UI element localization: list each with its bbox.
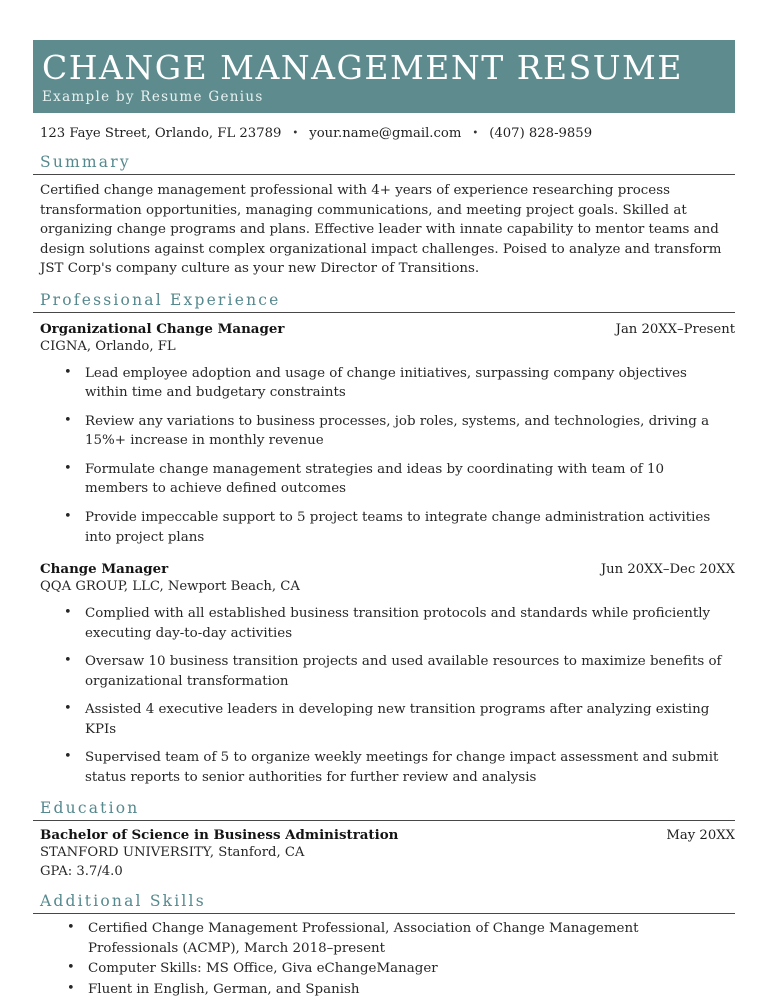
job-bullet-list [33, 604, 735, 788]
contact-email: your.name@gmail.com [309, 126, 462, 141]
page-subtitle: Example by Resume Genius [42, 88, 264, 105]
section-heading-education [33, 799, 735, 821]
skills-heading-label: Additional Skills [40, 892, 206, 911]
job-bullet-list [33, 364, 735, 548]
job-entry [33, 321, 735, 547]
summary-heading-label: Summary [40, 153, 131, 171]
dot-separator: • [292, 128, 299, 139]
education-header-row [40, 827, 735, 843]
section-heading-skills [33, 892, 735, 914]
list-item: • Provide impeccable support to 5 project teams to integrate change administration activities into project plans [33, 508, 735, 547]
list-item: • Fluent in English, German, and Spanish [33, 980, 735, 999]
skills-list [33, 919, 735, 999]
job-entry [33, 561, 735, 787]
list-item: • Review any variations to business processes, job roles, systems, and technologies, driving a 15%+ increase in monthly revenue [33, 412, 735, 451]
list-item: • Assisted 4 executive leaders in developing new transition programs after analyzing existing KPIs [33, 700, 735, 739]
list-item: • Computer Skills: MS Office, Giva eChangeManager [33, 959, 735, 979]
experience-heading-label: Professional Experience [40, 290, 281, 309]
section-heading-experience [33, 291, 735, 313]
education-gpa: GPA: 3.7/4.0 [40, 864, 123, 880]
education-dates: May 20XX [666, 828, 735, 844]
job-company: QQA GROUP, LLC, Newport Beach, CA [40, 579, 300, 595]
list-item: • Lead employee adoption and usage of change initiatives, surpassing company objectives within time and budgetary constraints [33, 364, 735, 403]
job-company: CIGNA, Orlando, FL [40, 338, 176, 354]
list-item: • Complied with all established business transition protocols and standards while proficiently executing day-to-day activities [33, 604, 735, 643]
job-dates: Jan 20XX–Present [615, 321, 735, 337]
contact-phone: (407) 828-9859 [489, 126, 593, 141]
job-header-row [40, 561, 735, 577]
job-dates: Jun 20XX–Dec 20XX [600, 562, 735, 578]
list-item: • Oversaw 10 business transition projects and used available resources to maximize benefits of organizational transformation [33, 652, 735, 691]
list-item: • Supervised team of 5 to organize weekly meetings for change impact assessment and submit status reports to senior authorities for further review and analysis [33, 748, 735, 787]
list-item: • Formulate change management strategies and ideas by coordinating with team of 10 members to achieve defined outcomes [33, 460, 735, 499]
section-heading-summary [33, 153, 735, 175]
list-item: • Certified Change Management Professional, Association of Change Management Professionals (ACMP), March 2018–present [33, 919, 735, 958]
page-title: CHANGE MANAGEMENT RESUME [42, 48, 683, 88]
job-title: Change Manager [40, 561, 169, 578]
summary-text: Certified change management professional with 4+ years of experience researching process transformation opportunities, managing communications, and meeting project goals. Skilled at organizing change programs and plans. Effective leader with innate capability to mentor teams and design solutions against complex organizational impact challenges. Poised to analyze and transform JST Corp's company culture as your new Director of Transitions. [40, 183, 722, 277]
dot-separator: • [472, 128, 479, 139]
job-title: Organizational Change Manager [40, 320, 285, 337]
contact-line [40, 126, 735, 141]
education-heading-label: Education [40, 799, 140, 818]
education-school: STANFORD UNIVERSITY, Stanford, CA [40, 845, 305, 861]
education-degree: Bachelor of Science in Business Administration [40, 827, 399, 844]
header-banner [33, 40, 735, 113]
job-header-row [40, 321, 735, 337]
contact-address: 123 Faye Street, Orlando, FL 23789 [40, 126, 282, 141]
